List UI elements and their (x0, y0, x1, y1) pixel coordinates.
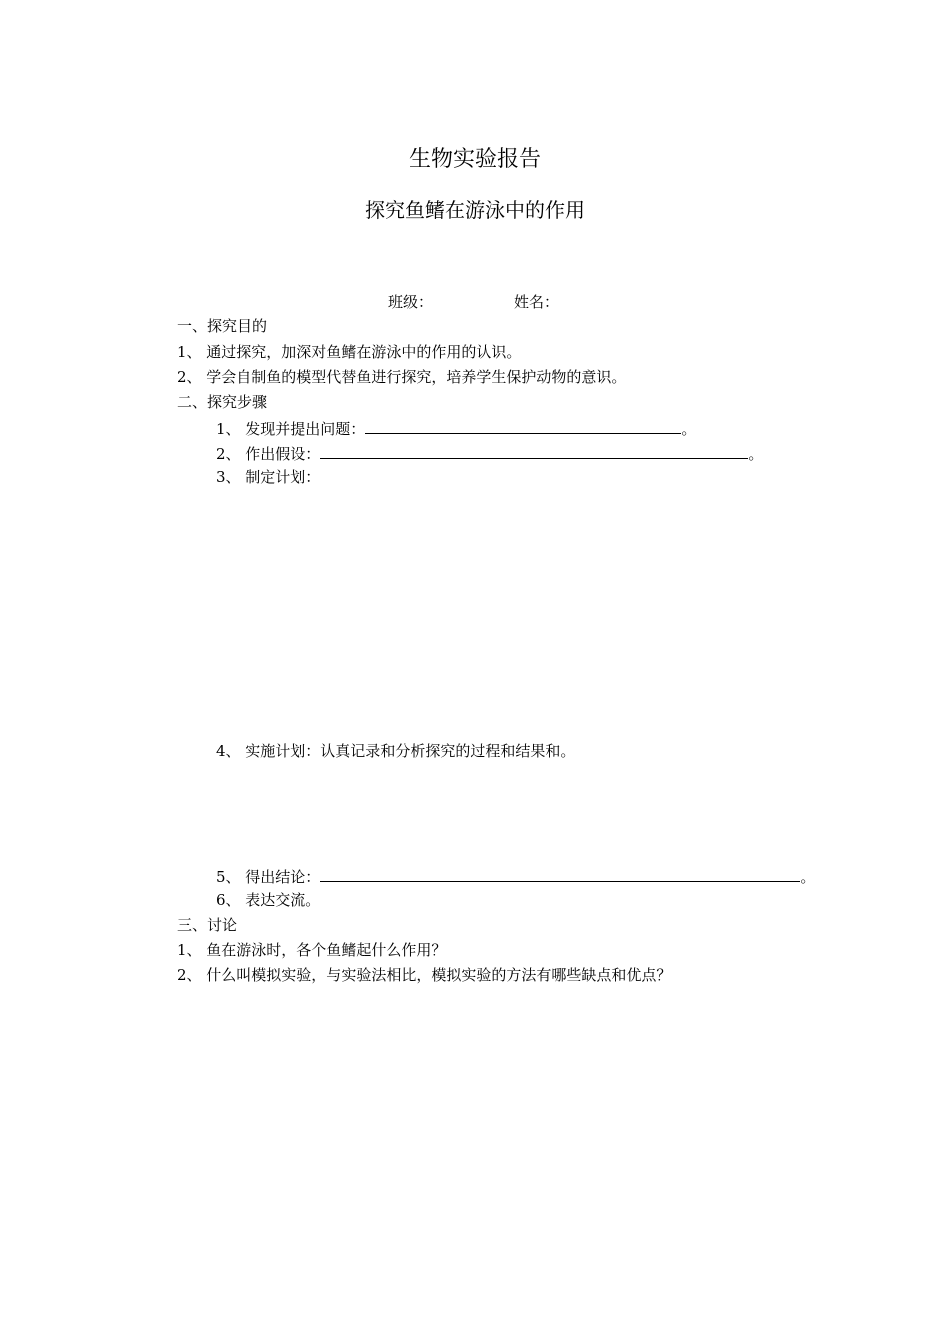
answer-blank[interactable] (320, 445, 748, 459)
step-2-label: 2、 作出假设： (216, 445, 321, 463)
purpose-item: 1、 通过探究，加深对鱼鳍在游泳中的作用的认识。 (177, 343, 522, 361)
page-subtitle: 探究鱼鳍在游泳中的作用 (365, 198, 585, 222)
step-2-row (216, 445, 763, 462)
step-1-period: 。 (681, 420, 697, 438)
purpose-item: 2、 学会自制鱼的模型代替鱼进行探究，培养学生保护动物的意识。 (177, 368, 627, 386)
answer-blank[interactable] (365, 420, 681, 434)
step-2-period: 。 (748, 445, 764, 463)
step-5-period: 。 (800, 868, 816, 886)
step-5-row (216, 868, 815, 885)
step-4-label: 4、 实施计划：认真记录和分析探究的过程和结果和。 (216, 742, 576, 760)
discussion-item: 2、 什么叫模拟实验，与实验法相比，模拟实验的方法有哪些缺点和优点？ (177, 966, 672, 984)
answer-blank[interactable] (320, 868, 800, 882)
discussion-item: 1、 鱼在游泳时，各个鱼鳍起什么作用？ (177, 941, 447, 959)
discussion-heading: 三、讨论 (177, 916, 238, 934)
page-title: 生物实验报告 (408, 147, 541, 172)
name-label: 姓名： (514, 293, 560, 311)
class-label: 班级： (388, 293, 434, 311)
purpose-heading: 一、探究目的 (177, 317, 268, 335)
steps-heading: 二、探究步骤 (177, 393, 268, 411)
step-1-row (216, 420, 696, 437)
step-5-label: 5、 得出结论： (216, 868, 321, 886)
step-6-label: 6、 表达交流。 (216, 891, 321, 909)
step-3-label: 3、 制定计划： (216, 468, 321, 486)
step-1-label: 1、 发现并提出问题： (216, 420, 366, 438)
